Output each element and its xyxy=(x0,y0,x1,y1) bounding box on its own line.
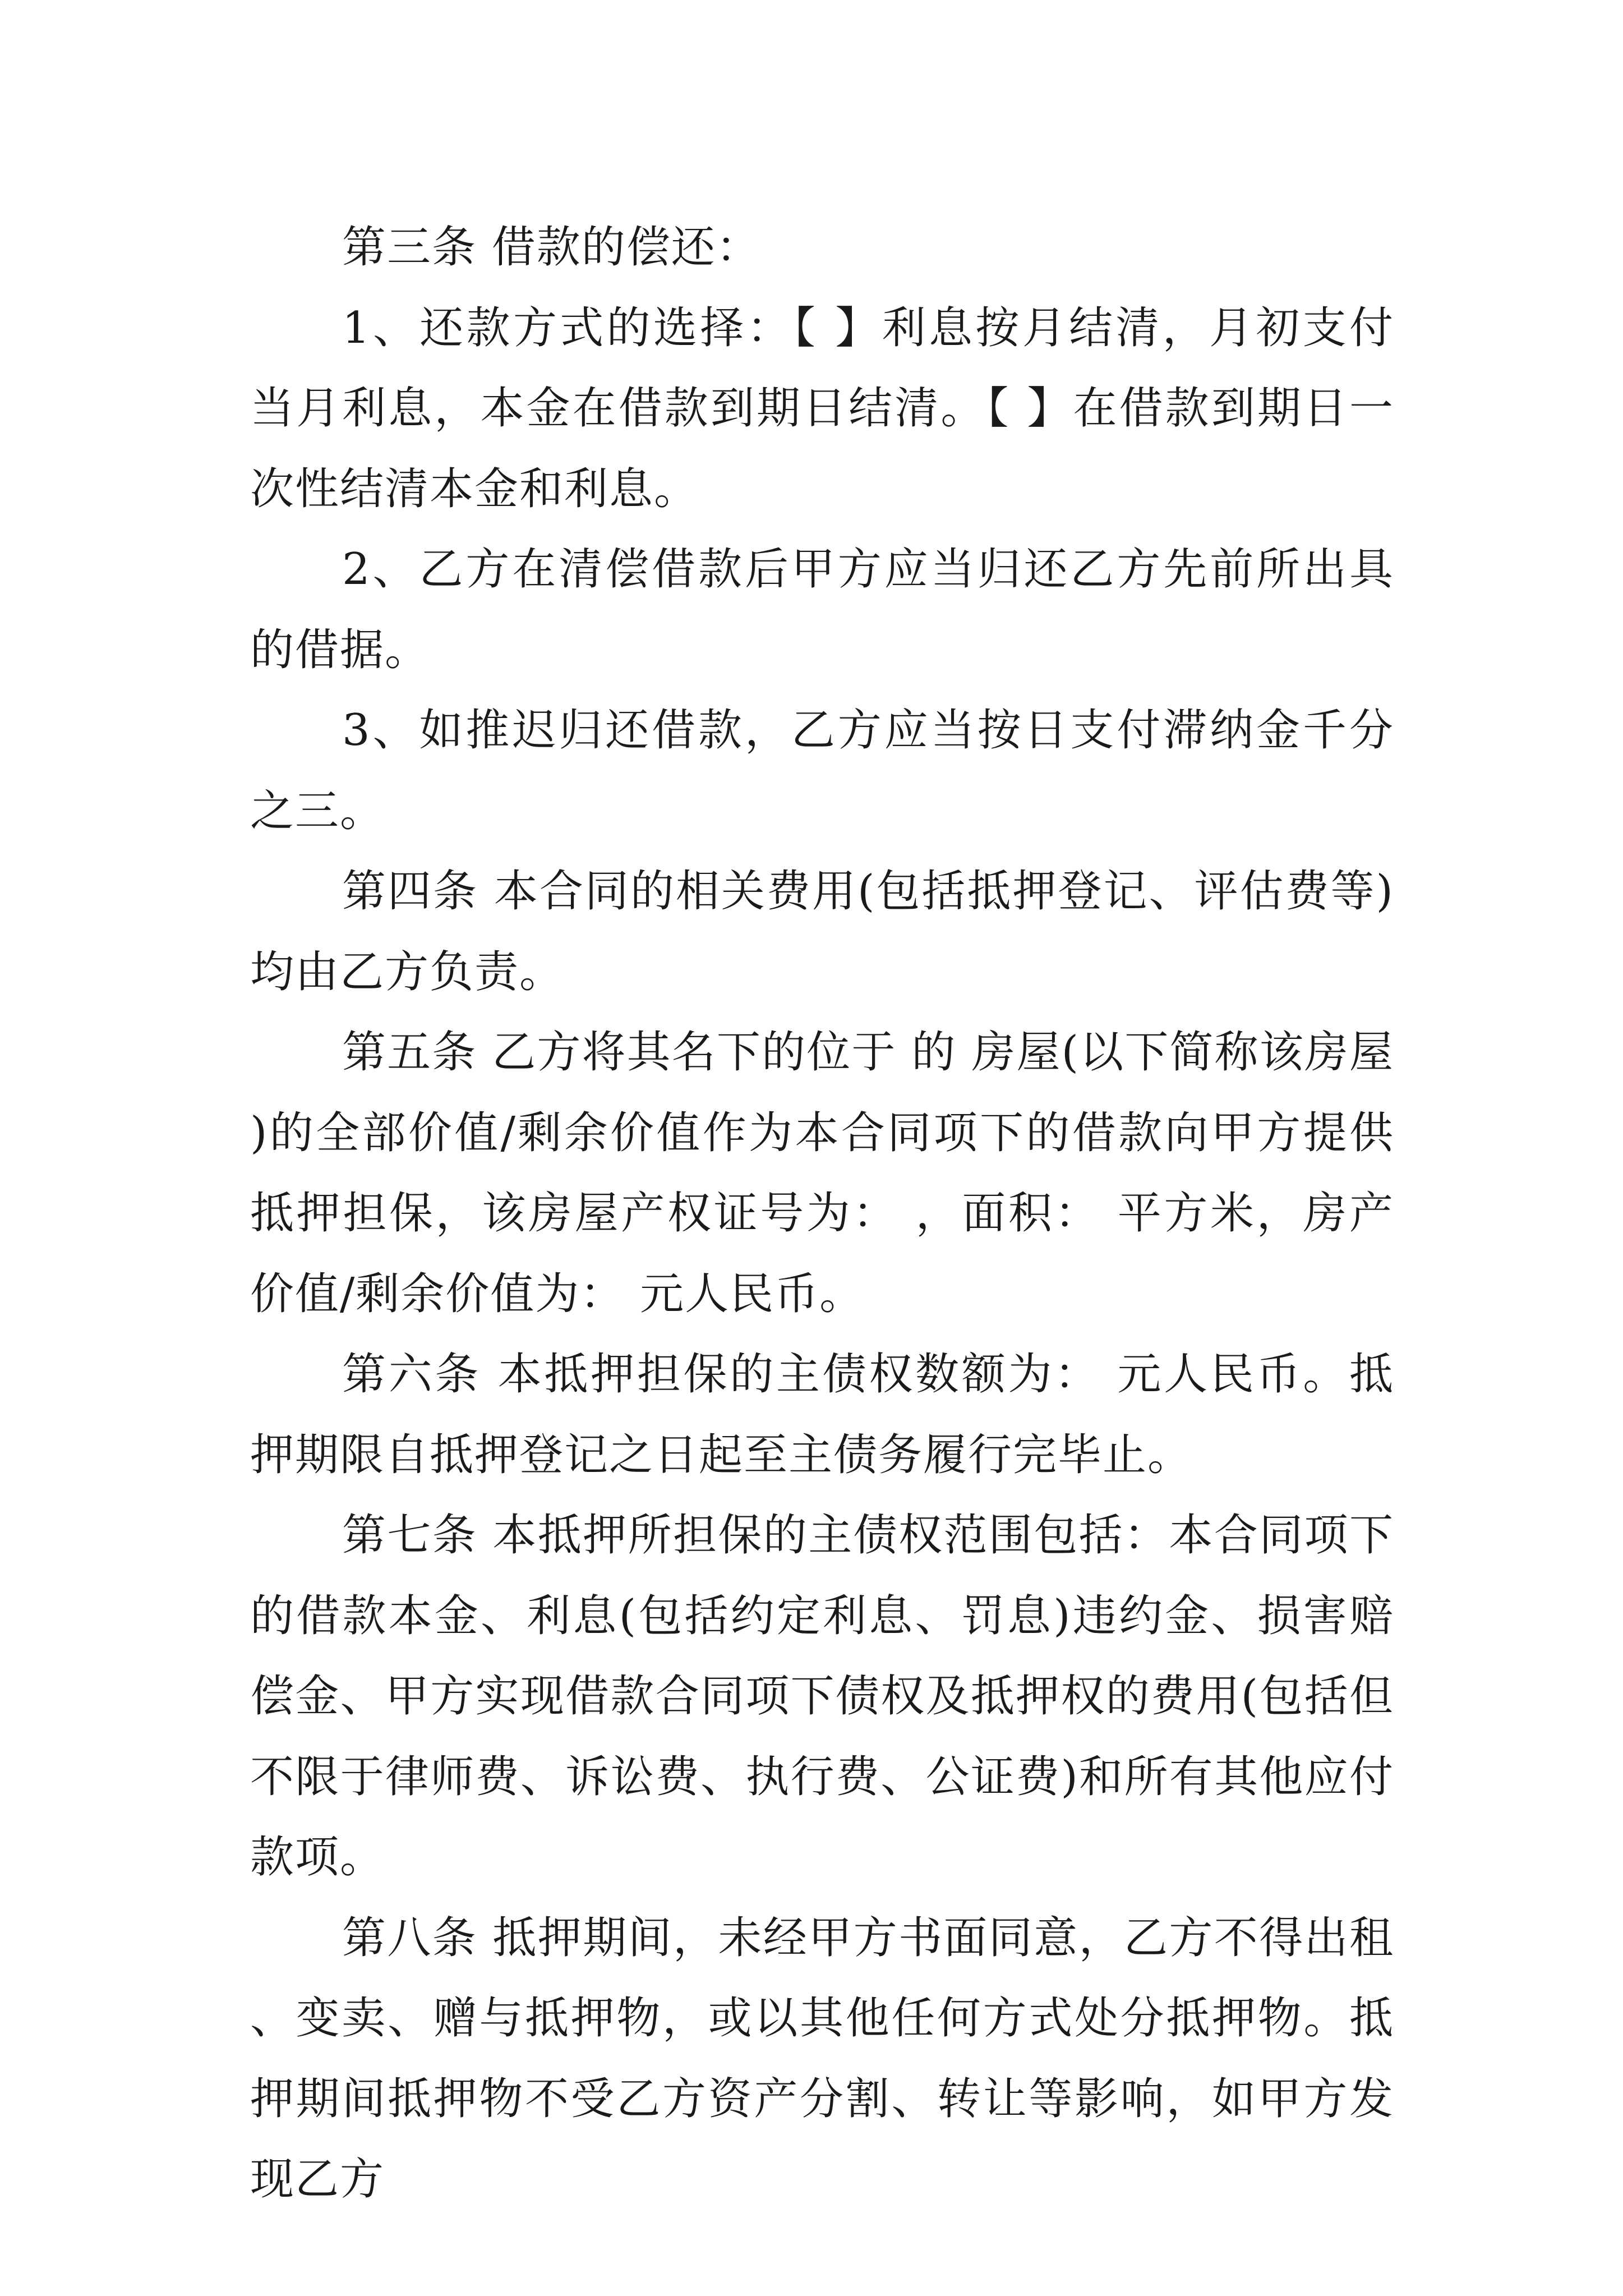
paragraph-article-3-heading: 第三条 借款的偿还： xyxy=(342,222,761,273)
paragraph-article-6: 第六条 本抵押担保的主债权数额为： 元人民币。抵押期限自抵押登记之日起至主债务履行完毕止。 xyxy=(250,1349,1394,1480)
paragraph-article-7: 第七条 本抵押所担保的主债权范围包括：本合同项下的借款本金、利息(包括约定利息、罚息)违约金、损害赔偿金、甲方实现借款合同项下债权及抵押权的费用(包括但不限于律师费、诉讼费、执行费、公证费)和所有其他应付款项。 xyxy=(250,1510,1394,1883)
paragraph-repayment-method: 1、还款方式的选择：【 】利息按月结清，月初支付当月利息，本金在借款到期日结清。【 】在借款到期日一次性结清本金和利息。 xyxy=(250,302,1394,514)
paragraph-article-8: 第八条 抵押期间，未经甲方书面同意，乙方不得出租、变卖、赠与抵押物，或以其他任何方式处分抵押物。抵押期间抵押物不受乙方资产分割、转让等影响，如甲方发现乙方 xyxy=(250,1912,1394,2205)
paragraph-return-receipt: 2、乙方在清偿借款后甲方应当归还乙方先前所出具的借据。 xyxy=(250,544,1394,675)
paragraph-article-4: 第四条 本合同的相关费用(包括抵押登记、评估费等)均由乙方负责。 xyxy=(250,866,1394,997)
paragraph-article-5: 第五条 乙方将其名下的位于 的 房屋(以下简称该房屋)的全部价值/剩余价值作为本合同项下的借款向甲方提供抵押担保，该房屋产权证号为： ，面积： 平方米，房产价值/剩余价值为： 元人民币。 xyxy=(250,1027,1394,1319)
document-body xyxy=(250,208,1394,2220)
paragraph-late-fee: 3、如推迟归还借款，乙方应当按日支付滞纳金千分之三。 xyxy=(250,705,1394,836)
